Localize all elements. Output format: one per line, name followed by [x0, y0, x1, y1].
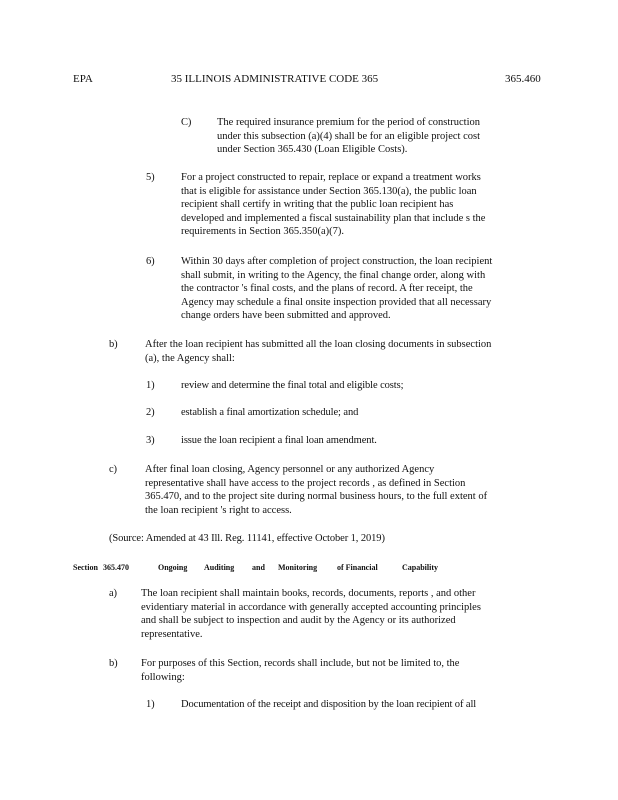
paragraph-5	[181, 171, 485, 239]
header-agency: EPA	[73, 73, 93, 85]
text-line: under Section 365.430 (Loan Eligible Costs).	[217, 144, 408, 156]
text-line: The loan recipient shall maintain books, records, documents, reports , and other	[141, 588, 476, 599]
section-title-word: Monitoring	[278, 563, 318, 572]
paragraph-b	[145, 338, 491, 365]
item-label: b)	[109, 339, 118, 350]
text-line: After final loan closing, Agency personnel or any authorized Agency	[145, 464, 435, 475]
item-label: a)	[109, 588, 117, 599]
text-line: requirements in Section 365.350(a)(7).	[181, 226, 344, 238]
text-line: the contractor 's final costs, and the plans of record. A fter receipt, the	[181, 283, 473, 295]
text-line: and shall be subject to inspection and audit by the Agency or its authorized	[141, 615, 456, 627]
text-line: 365.470, and to the project site during normal business hours, to the full extent of	[145, 491, 488, 503]
paragraph-6	[181, 255, 492, 323]
text-line: representative shall have access to the project records , as defined in Section	[145, 477, 466, 489]
text-line: (a), the Agency shall:	[145, 352, 235, 364]
source-note: (Source: Amended at 43 Ill. Reg. 11141, effective October 1, 2019)	[109, 533, 385, 544]
text-line: Documentation of the receipt and disposition by the loan recipient of all	[181, 699, 477, 710]
text-line: that is eligible for assistance under Section 365.130(a), the public loan	[181, 185, 477, 197]
text-line: For purposes of this Section, records shall include, but not be limited to, the	[141, 658, 460, 669]
text-line: The required insurance premium for the period of construction	[217, 117, 480, 128]
paragraph-b-records	[141, 657, 459, 684]
item-label: 3)	[146, 435, 155, 446]
text-line: shall submit, in writing to the Agency, the final change order, along with	[181, 269, 486, 281]
text-line: representative.	[141, 628, 203, 640]
header-code-title: 35 ILLINOIS ADMINISTRATIVE CODE 365	[171, 73, 379, 85]
text-line: evidentiary material in accordance with generally accepted accounting principles	[141, 601, 481, 613]
text-line: establish a final amortization schedule; and	[181, 407, 359, 418]
text-line: Agency may schedule a final onsite inspection provided that all necessary	[181, 296, 492, 308]
item-label: b)	[109, 658, 118, 669]
item-label: 5)	[146, 172, 155, 183]
section-label: Section	[73, 563, 98, 572]
paragraph-c	[217, 116, 480, 157]
section-title-word: and	[252, 563, 265, 572]
text-line: Within 30 days after completion of project construction, the loan recipient	[181, 256, 493, 267]
paragraph-c-lower	[145, 463, 487, 517]
section-title-word: Capability	[402, 563, 439, 572]
item-label: 6)	[146, 256, 155, 267]
text-line: After the loan recipient has submitted all the loan closing documents in subsection	[145, 339, 492, 350]
item-label: c)	[109, 464, 117, 475]
text-line: following:	[141, 671, 185, 683]
text-line: recipient shall certify in writing that the public loan recipient has	[181, 199, 454, 211]
text-line: under this subsection (a)(4) shall be for an eligible project cost	[217, 130, 481, 142]
text-line: developed and implemented a fiscal sustainability plan that include s the	[181, 212, 486, 224]
text-line: change orders have been submitted and approved.	[181, 310, 391, 322]
text-line: issue the loan recipient a final loan amendment.	[181, 435, 377, 446]
item-label: 1)	[146, 699, 155, 710]
section-title-word: Auditing	[204, 563, 235, 572]
section-title-word: of Financial	[337, 563, 378, 572]
paragraph-a	[141, 587, 481, 641]
header-section-number: 365.460	[505, 73, 541, 85]
section-id: 365.470	[103, 563, 129, 572]
section-title-word: Ongoing	[158, 563, 188, 572]
item-label: 1)	[146, 380, 155, 391]
text-line: the loan recipient 's right to access.	[145, 504, 292, 516]
text-line: review and determine the final total and eligible costs;	[181, 380, 404, 391]
item-label: C)	[181, 117, 192, 128]
item-label: 2)	[146, 407, 155, 418]
text-line: For a project constructed to repair, replace or expand a treatment works	[181, 172, 481, 183]
